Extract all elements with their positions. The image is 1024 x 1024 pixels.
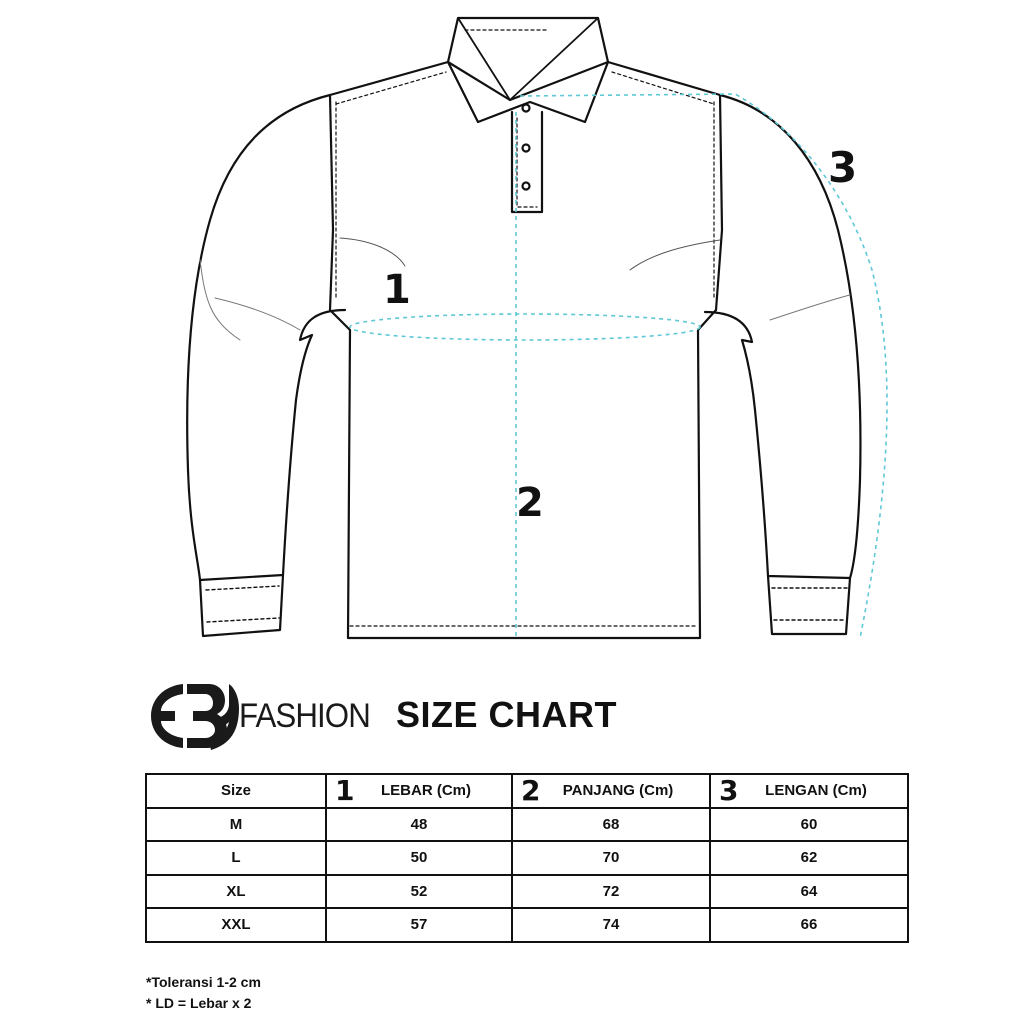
left-cuff: [200, 575, 283, 636]
header-number: 3: [719, 774, 739, 807]
lengan-cell: 66: [710, 908, 908, 942]
notes: [146, 972, 261, 1014]
chest-label: 1: [383, 267, 411, 313]
brand-header: [145, 678, 381, 754]
button-3: [523, 183, 530, 190]
left-sleeve-outline: [187, 95, 345, 580]
e39-monogram-logo: [145, 678, 241, 754]
button-1: [523, 105, 530, 112]
lengan-cell: 64: [710, 875, 908, 909]
panjang-cell: 70: [512, 841, 710, 875]
header-number: 1: [335, 774, 355, 807]
table-header-row: [146, 774, 908, 808]
lebar-cell: 57: [326, 908, 512, 942]
size-table: [145, 773, 909, 943]
table-row: [146, 808, 908, 842]
header-lengan: 3 LENGAN (Cm): [710, 774, 908, 808]
panjang-cell: 68: [512, 808, 710, 842]
header-lebar: 1 LEBAR (Cm): [326, 774, 512, 808]
size-chart-title: SIZE CHART: [396, 694, 617, 735]
note-ld: * LD = Lebar x 2: [146, 995, 252, 1011]
size-cell: L: [146, 841, 326, 875]
table-row: [146, 875, 908, 909]
panjang-cell: 74: [512, 908, 710, 942]
panjang-cell: 72: [512, 875, 710, 909]
size-cell: M: [146, 808, 326, 842]
button-2: [523, 145, 530, 152]
right-cuff: [768, 576, 850, 634]
lengan-cell: 62: [710, 841, 908, 875]
shirt-body-outline: [330, 62, 722, 638]
header-size: Size: [146, 774, 326, 808]
table-row: [146, 841, 908, 875]
size-cell: XXL: [146, 908, 326, 942]
lengan-cell: 60: [710, 808, 908, 842]
sleeve-label: 3: [828, 143, 858, 192]
header-panjang: 2 PANJANG (Cm): [512, 774, 710, 808]
brand-name: FASHION: [239, 696, 370, 735]
lebar-cell: 48: [326, 808, 512, 842]
note-tolerance: *Toleransi 1-2 cm: [146, 974, 261, 990]
length-label: 2: [516, 480, 544, 526]
size-cell: XL: [146, 875, 326, 909]
lebar-cell: 50: [326, 841, 512, 875]
table-row: [146, 908, 908, 942]
chest-measure-line: [350, 314, 700, 340]
header-number: 2: [521, 774, 541, 807]
lebar-cell: 52: [326, 875, 512, 909]
